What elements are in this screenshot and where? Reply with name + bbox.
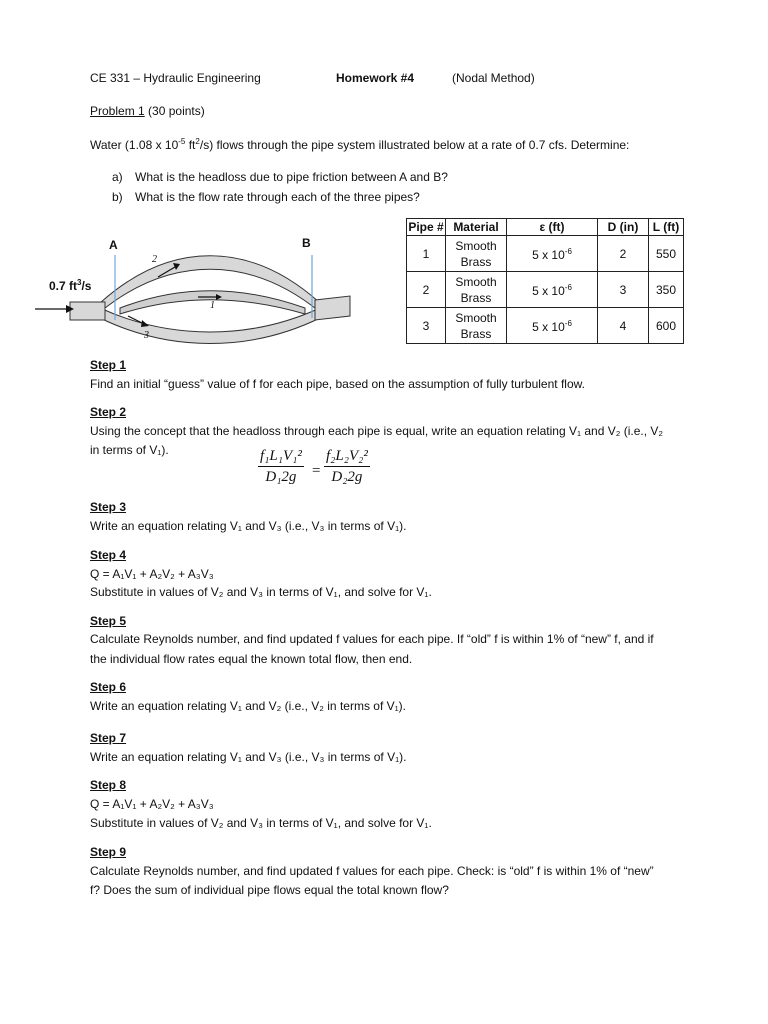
equation-left-numerator: f₁L₁V₁² (258, 448, 304, 467)
step-3-text: Write an equation relating V₁ and V₃ (i.e., V₃ in terms of V₁). (90, 519, 407, 533)
header-length: L (ft) (649, 219, 684, 236)
cell-diameter: 2 (598, 236, 649, 272)
cell-length: 600 (649, 308, 684, 344)
intro-text-pre: Water (1.08 x 10 (90, 138, 179, 152)
method-title: (Nodal Method) (452, 71, 535, 85)
step-2-line-1: Using the concept that the headloss through each pipe is equal, write an equation relating V₁ and V₂ (i.e., V₂ (90, 424, 664, 438)
step-2-line-2: in terms of V₁). (90, 443, 169, 457)
table-header-row (407, 219, 684, 236)
flow-unit: /s (81, 279, 92, 293)
pipe-properties-table (406, 218, 684, 344)
outlet-pipe-shape (315, 296, 350, 320)
pipe-3-shape (100, 308, 320, 344)
cell-diameter: 4 (598, 308, 649, 344)
flow-rate-label (49, 278, 91, 293)
header-diameter: D (in) (598, 219, 649, 236)
cell-epsilon (507, 236, 598, 272)
step-8-text: Substitute in values of V₂ and V₃ in terms of V₁, and solve for V₁. (90, 816, 432, 830)
pipe-2-label: 2 (152, 254, 157, 265)
problem-heading (90, 104, 205, 118)
inlet-pipe-shape (70, 302, 105, 320)
question-b: What is the flow rate through each of the three pipes? (135, 190, 420, 204)
epsilon-exponent: -6 (564, 247, 572, 256)
node-a-label: A (109, 238, 118, 252)
step-6-title: Step 6 (90, 680, 127, 694)
epsilon-exponent: -6 (564, 283, 572, 292)
step-5-title: Step 5 (90, 614, 127, 628)
step-7-title: Step 7 (90, 731, 127, 745)
equation-left-fraction (258, 448, 304, 486)
step-1-text: Find an initial “guess” value of f for each pipe, based on the assumption of fully turbulent flow. (90, 377, 585, 391)
step-9-line-1: Calculate Reynolds number, and find updated f values for each pipe. Check: is “old” f is within 1% of “new” (90, 864, 654, 878)
epsilon-exponent: -6 (564, 319, 572, 328)
step-4-title: Step 4 (90, 548, 127, 562)
intro-exponent: -5 (178, 137, 186, 146)
pipe-3-label: 3 (144, 330, 149, 341)
intro-text-post: /s) flows through the pipe system illustrated below at a rate of 0.7 cfs. Determine: (199, 138, 630, 152)
equation-right-fraction (324, 448, 370, 486)
pipe-3-arrow-head (141, 320, 149, 327)
equation-right-denominator: D₂2g (331, 469, 363, 485)
intro-unit-exponent: 2 (195, 137, 200, 146)
problem-title: Problem 1 (90, 104, 145, 118)
cell-material: Smooth Brass (446, 272, 507, 308)
intro-unit: ft (185, 138, 196, 152)
cell-epsilon (507, 272, 598, 308)
equation-left-denominator: D₁2g (265, 469, 297, 485)
cell-pipe: 2 (407, 272, 446, 308)
cell-diameter: 3 (598, 272, 649, 308)
step-1-title: Step 1 (90, 358, 127, 372)
cell-material: Smooth Brass (446, 236, 507, 272)
flow-exponent: 3 (77, 278, 82, 287)
question-a: What is the headloss due to pipe friction between A and B? (135, 170, 448, 184)
epsilon-base: 5 x 10 (532, 320, 565, 334)
table-row (407, 308, 684, 344)
question-a-letter: a) (112, 170, 123, 184)
step-9-title: Step 9 (90, 845, 127, 859)
cell-epsilon (507, 308, 598, 344)
step-4-text: Substitute in values of V₂ and V₃ in terms of V₁, and solve for V₁. (90, 585, 432, 599)
epsilon-base: 5 x 10 (532, 248, 565, 262)
table-row (407, 272, 684, 308)
epsilon-base: 5 x 10 (532, 284, 565, 298)
cell-pipe: 1 (407, 236, 446, 272)
header-material: Material (446, 219, 507, 236)
cell-length: 550 (649, 236, 684, 272)
flow-value: 0.7 ft (49, 279, 78, 293)
step-7-text: Write an equation relating V₁ and V₃ (i.e., V₃ in terms of V₁). (90, 750, 407, 764)
step-2-title: Step 2 (90, 405, 127, 419)
step-8-title: Step 8 (90, 778, 127, 792)
cell-pipe: 3 (407, 308, 446, 344)
header-epsilon: ε (ft) (507, 219, 598, 236)
cell-material: Smooth Brass (446, 308, 507, 344)
course-title: CE 331 – Hydraulic Engineering (90, 71, 261, 85)
problem-points: (30 points) (144, 104, 205, 118)
question-b-letter: b) (112, 190, 123, 204)
header-pipe: Pipe # (408, 220, 444, 234)
cell-length: 350 (649, 272, 684, 308)
step-9-line-2: f? Does the sum of individual pipe flows equal the total known flow? (90, 883, 449, 897)
step-5-line-1: Calculate Reynolds number, and find updated f values for each pipe. If “old” f is within 1% of “new” f, and if (90, 632, 654, 646)
step-5-line-2: the individual flow rates equal the known total flow, then end. (90, 652, 413, 666)
equation-equals: = (312, 463, 321, 479)
homework-title: Homework #4 (336, 71, 415, 85)
node-b-label: B (302, 236, 311, 250)
step-4-equation: Q = A₁V₁ + A₂V₂ + A₃V₃ (90, 567, 214, 581)
equation-right-numerator: f₂L₂V₂² (324, 448, 370, 467)
step-8-equation: Q = A₁V₁ + A₂V₂ + A₃V₃ (90, 797, 214, 811)
step-6-text: Write an equation relating V₁ and V₂ (i.e., V₂ in terms of V₁). (90, 699, 407, 713)
pipe-1-label: 1 (210, 300, 215, 311)
problem-intro (90, 137, 629, 152)
step-3-title: Step 3 (90, 500, 127, 514)
table-row (407, 236, 684, 272)
